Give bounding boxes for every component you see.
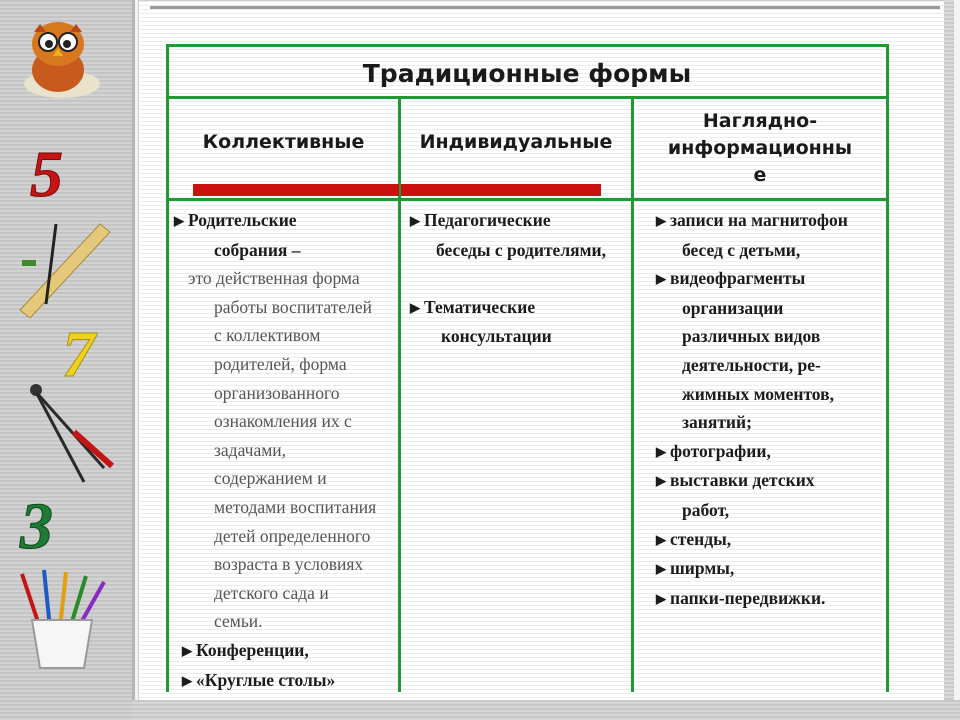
- list-item-cont: консультации: [441, 326, 552, 347]
- owl-teacher-icon: [0, 14, 132, 104]
- list-item: ▶ ширмы,: [656, 558, 735, 579]
- header-collective: Коллективные: [202, 130, 365, 153]
- list-item: ▶ выставки детских: [656, 470, 815, 491]
- description-line: содержанием и: [214, 468, 327, 489]
- table-border-right: [886, 44, 889, 692]
- bullet-arrow-icon: ▶: [410, 213, 420, 228]
- table-border-top: [166, 44, 889, 47]
- description-line: задачами,: [214, 439, 287, 460]
- list-item: ▶ Тематические: [410, 296, 536, 317]
- svg-text:7: 7: [62, 318, 95, 386]
- ruler-pencil-icon: [0, 218, 132, 318]
- list-item-cont: бесед с детьми,: [682, 239, 801, 260]
- top-rule: [150, 6, 940, 9]
- bullet-arrow-icon: ▶: [656, 561, 666, 577]
- description-line: ознакомления их с: [214, 411, 352, 432]
- digit-five-icon: [0, 138, 132, 208]
- list-item: ▶ Педагогические: [410, 210, 551, 230]
- cell-individual: [410, 206, 628, 351]
- description-line: возраста в условиях: [214, 554, 364, 575]
- table-border-title: [166, 96, 889, 99]
- bullet-arrow-icon: ▶: [182, 672, 192, 688]
- bottom-strip: [132, 700, 960, 720]
- description-line: семьи.: [214, 611, 263, 632]
- header-visual: Наглядно- информационны е: [667, 109, 853, 186]
- digit-three-icon: [0, 488, 132, 558]
- svg-text:3: 3: [20, 490, 53, 558]
- list-item: ▶ фотографии,: [656, 440, 771, 461]
- table-title: Традиционные формы: [362, 58, 692, 88]
- description-line: детского сада и: [214, 582, 329, 603]
- description-line: методами воспитания: [214, 496, 377, 517]
- list-item: ▶ записи на магнитофон: [656, 210, 848, 230]
- decorative-sidebar: [0, 0, 135, 720]
- bullet-arrow-icon: ▶: [656, 271, 666, 287]
- bullet-arrow-icon: ▶: [656, 213, 666, 228]
- list-item-cont: организации: [682, 297, 784, 318]
- description-line: родителей, форма: [214, 353, 347, 374]
- description-line: работы воспитателей: [214, 296, 373, 317]
- bullet-arrow-icon: ▶: [656, 443, 666, 459]
- list-item-cont: деятельности, ре-: [682, 354, 821, 375]
- bullet-arrow-icon: ▶: [410, 299, 420, 315]
- list-item: ▶ папки-передвижки.: [656, 587, 826, 608]
- bullet-arrow-icon: ▶: [656, 531, 666, 547]
- list-item: ▶ Родительские: [174, 210, 297, 230]
- list-item: ▶ видеофрагменты: [656, 268, 806, 289]
- list-item: ▶ стенды,: [656, 528, 732, 549]
- description-line: с коллективом: [214, 325, 321, 346]
- list-item-cont: собрания –: [214, 239, 301, 260]
- header-individual: Индивидуальные: [419, 130, 613, 153]
- description-line: детей определенного: [214, 525, 371, 546]
- accent-bar-1: [193, 184, 399, 196]
- bullet-arrow-icon: ▶: [182, 642, 192, 658]
- list-item-cont: занятий;: [682, 412, 752, 433]
- bullet-arrow-icon: ▶: [656, 590, 666, 606]
- spacer: [410, 264, 628, 293]
- list-item-cont: жимных моментов,: [682, 383, 834, 404]
- table-border-header: [166, 198, 889, 201]
- bullet-arrow-icon: ▶: [656, 473, 666, 489]
- bullet-arrow-icon: ▶: [174, 213, 184, 228]
- list-item: ▶ Конференции,: [182, 639, 309, 660]
- digit-seven-icon: [0, 316, 132, 386]
- list-item-cont: различных видов: [682, 326, 821, 347]
- description-line: организованного: [214, 382, 340, 403]
- list-item: ▶ «Круглые столы»: [182, 669, 336, 690]
- cell-collective: [174, 206, 396, 695]
- list-item-cont: работ,: [682, 499, 730, 520]
- compass-icon: [0, 382, 132, 492]
- description-line: это действенная форма: [188, 268, 360, 289]
- accent-bar-2: [401, 184, 601, 196]
- cell-visual: [656, 206, 884, 613]
- svg-text:5: 5: [30, 138, 63, 208]
- list-item-cont: беседы с родителями,: [436, 239, 606, 260]
- pencil-cup-icon: [0, 568, 132, 672]
- right-strip: [944, 0, 954, 706]
